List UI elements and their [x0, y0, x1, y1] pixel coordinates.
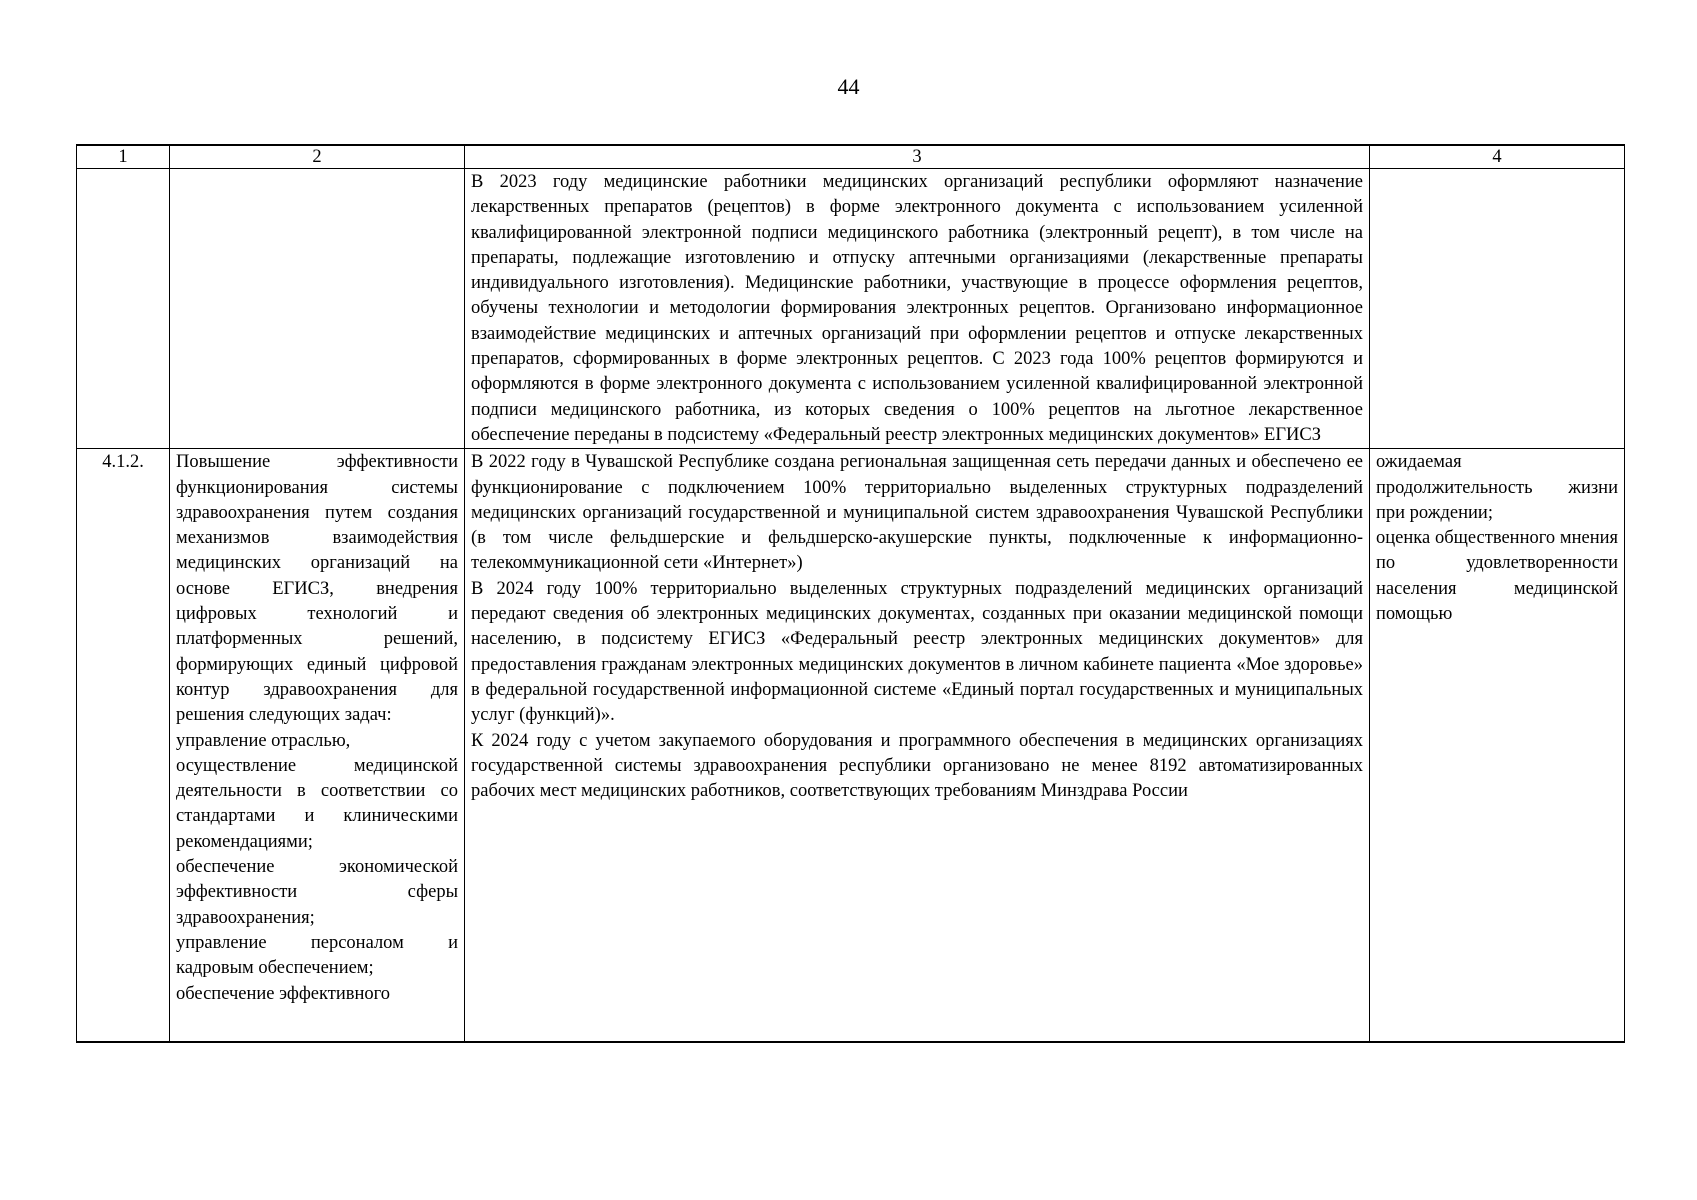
header-col-4: 4 [1370, 145, 1625, 169]
program-table [76, 144, 1625, 1043]
table-row [77, 169, 1625, 449]
task-cell-content [176, 450, 458, 1041]
row-number: 4.1.2. [77, 449, 170, 1043]
task-paragraph: обеспечение экономической эффективности сферы здравоохранения; [176, 857, 458, 928]
header-col-2: 2 [170, 145, 465, 169]
table-row [77, 449, 1625, 1043]
indicators-cell [1370, 169, 1625, 449]
header-col-3: 3 [465, 145, 1370, 169]
description-cell [465, 169, 1370, 449]
task-paragraph: осуществление медицинской деятельности в соответствии со стандартами и клиническими рекомендациями; [176, 755, 458, 852]
indicators-cell [1370, 449, 1625, 1043]
row-number [77, 169, 170, 449]
task-cell [170, 169, 465, 449]
task-paragraph: управление персоналом и кадровым обеспечением; [176, 932, 458, 979]
task-paragraph: Повышение эффективности функционирования системы здравоохранения путем создания механизмов взаимодействия медицинских организаций на основе ЕГИСЗ, внедрения цифровых технологий и платформенных решений, формирующих единый цифровой контур здравоохранения для решения следующих задач: [176, 452, 458, 726]
task-paragraph: обеспечение эффективного [176, 983, 391, 1004]
task-cell [170, 449, 465, 1043]
table-header-row [77, 145, 1625, 169]
description-paragraph: В 2022 году в Чувашской Республике создана региональная защищенная сеть передачи данных и обеспечено ее функционирование с подключением 100% территориально выделенных структурных подразделений медицинских организаций государственной и муниципальной систем здравоохранения Чувашской Республики (в том числе фельдшерские и фельдшерско-акушерские пункты, подключенные к информационно-телекоммуникационной сети «Интернет») [471, 452, 1363, 574]
description-paragraph: В 2023 году медицинские работники медицинских организаций республики оформляют назначение лекарственных препаратов (рецептов) в форме электронного документа с использованием усиленной квалифицированной электронной подписи медицинского работника (электронный рецепт), в том числе на препараты, подлежащие изготовлению и отпуску аптечными организациями (лекарственные препараты индивидуального изготовления). Медицинские работники, участвующие в процессе оформления рецептов, обучены технологии и методологии формирования электронных рецептов. Организовано информационное взаимодействие медицинских и аптечных организаций при оформлении рецептов и отпуске лекарственных препаратов, сформированных в форме электронных рецептов. С 2023 года 100% рецептов формируются и оформляются в форме электронного документа с использованием усиленной квалифицированной электронной подписи медицинского работника, из которых сведения о 100% рецептов на льготное лекарственное обеспечение переданы в подсистему «Федеральный реестр электронных медицинских документов» ЕГИСЗ [471, 172, 1363, 445]
indicator-item: ожидаемая продолжительность жизни при рождении; [1376, 452, 1618, 523]
task-paragraph: управление отраслью, [176, 730, 351, 751]
description-cell [465, 449, 1370, 1043]
description-paragraph: К 2024 году с учетом закупаемого оборудования и программного обеспечения в медицинских организациях государственной системы здравоохранения республики организовано не менее 8192 автоматизированных рабочих мест медицинских работников, соответствующих требованиям Минздрава России [471, 730, 1363, 802]
page-number: 44 [837, 74, 860, 99]
indicator-item: оценка общественного мнения по удовлетворенности населения медицинской помощью [1376, 528, 1618, 625]
header-col-1: 1 [77, 145, 170, 169]
description-paragraph: В 2024 году 100% территориально выделенных структурных подразделений медицинских организаций передают сведения об электронных медицинских документах, созданных при оказании медицинской помощи населению, в подсистему ЕГИСЗ «Федеральный реестр электронных медицинских документов» для предоставления гражданам электронных медицинских документов в личном кабинете пациента «Мое здоровье» в федеральной государственной информационной системе «Единый портал государственных и муниципальных услуг (функций)». [471, 578, 1363, 726]
